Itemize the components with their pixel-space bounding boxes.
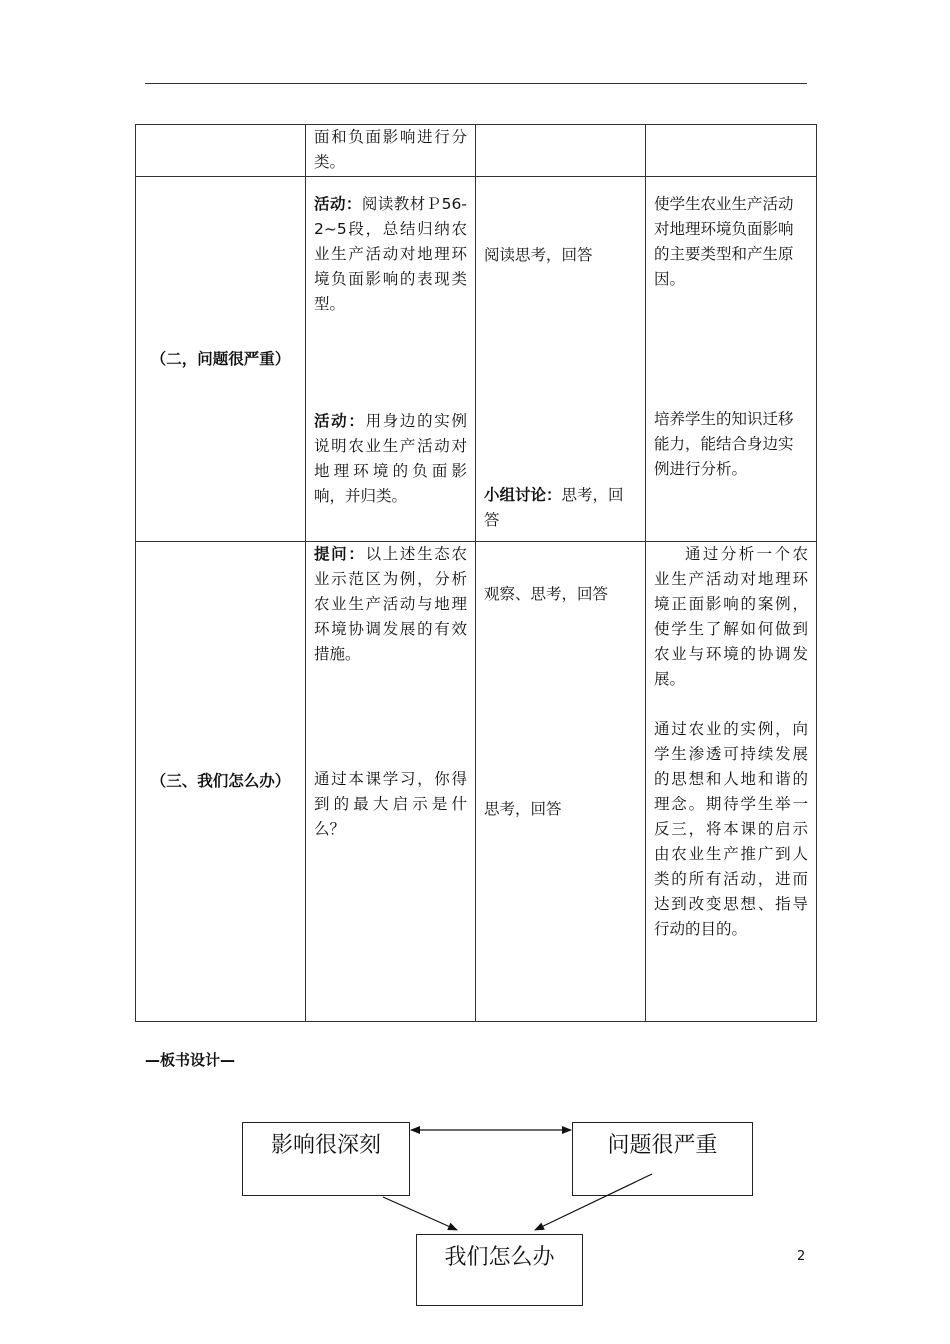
stage-problem-serious: （二，问题很严重） — [136, 177, 306, 542]
box-impact-deep: 影响很深刻 — [242, 1122, 410, 1196]
stage-what-to-do: （三、我们怎么办） — [136, 542, 306, 1022]
box-what-to-do: 我们怎么办 — [416, 1234, 583, 1306]
activity-cell: 面和负面影响进行分类。 — [306, 125, 476, 177]
student-cell: 阅读思考，回答 小组讨论：思考，回答 — [476, 177, 646, 542]
page-number: 2 — [797, 1249, 806, 1264]
student-cell: 观察、思考，回答 思考，回答 — [476, 542, 646, 1022]
activity-cell: 活动：阅读教材Ｐ56-2~5段，总结归纳农业生产活动对地理环境负面影响的表现类型。 活动：用身边的实例说明农业生产活动对地理环境的负面影响，并归类。 — [306, 177, 476, 542]
box-problem-serious: 问题很严重 — [572, 1122, 753, 1196]
purpose-cell: 使学生农业生产活动对地理环境负面影响的主要类型和产生原因。 培养学生的知识迁移能力，能结合身边实例进行分析。 — [646, 177, 817, 542]
arrow-right-to-bottom — [535, 1174, 652, 1230]
board-design-heading: —板书设计— — [145, 1051, 236, 1069]
purpose-cell: 通过分析一个农业生产活动对地理环境正面影响的案例，使学生了解如何做到农业与环境的协调发展。 通过农业的实例，向学生渗透可持续发展的思想和人地和谐的理念。期待学生举一反三，将本课的启示由农业生产推广到人类的所有活动，进而达到改变思想、指导行动的目的。 — [646, 542, 817, 1022]
activity-cell: 提问：以上述生态农业示范区为例，分析农业生产活动与地理环境协调发展的有效措施。 通过本课学习，你得到的最大启示是什么？ — [306, 542, 476, 1022]
arrow-left-to-bottom — [383, 1197, 457, 1230]
